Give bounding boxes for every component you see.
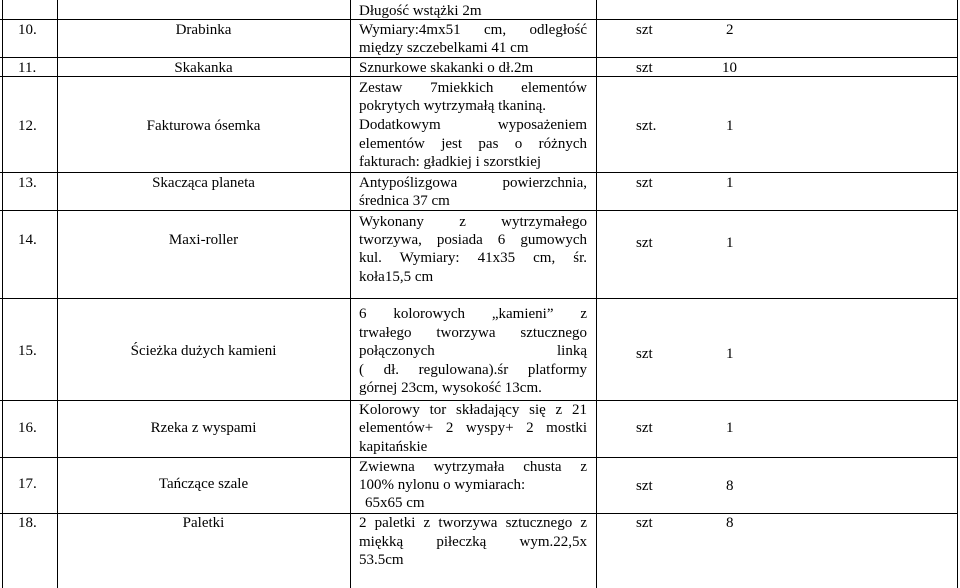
item-quantity: 1 xyxy=(726,346,734,362)
item-quantity: 1 xyxy=(726,420,734,436)
item-quantity: 8 xyxy=(726,478,734,494)
item-unit: szt. xyxy=(636,118,657,134)
item-description-line: pokrytych wytrzymałą tkaniną. xyxy=(359,98,547,114)
item-unit: szt xyxy=(636,515,653,531)
item-description-line: Wykonany z wytrzymałego xyxy=(359,214,587,230)
row-number: 13. xyxy=(18,175,37,191)
item-name: Skakanka xyxy=(174,60,233,76)
item-description-line: Antypoślizgowa powierzchnia, xyxy=(359,175,587,191)
item-name: Tańczące szale xyxy=(158,476,249,492)
item-description-line: elementów+ 2 wyspy+ 2 mostki xyxy=(359,420,587,436)
item-description-line: fakturach: gładkiej i szorstkiej xyxy=(359,154,542,170)
item-unit: szt xyxy=(636,22,653,38)
row-divider xyxy=(0,172,958,173)
item-unit: szt xyxy=(636,60,653,76)
item-quantity: 1 xyxy=(726,118,734,134)
continued-description: Długość wstążki 2m xyxy=(359,3,482,19)
item-description-line: kul. Wymiary: 41x35 cm, śr. xyxy=(359,250,587,266)
row-number: 17. xyxy=(18,476,37,492)
item-name: Maxi-roller xyxy=(168,232,239,248)
item-description-line: 65x65 cm xyxy=(365,495,425,511)
item-description-line: górnej 23cm, wysokość 13cm. xyxy=(359,380,542,396)
item-description-line: 2 paletki z tworzywa sztucznego z xyxy=(359,515,587,531)
row-number: 14. xyxy=(18,232,37,248)
item-description-line: koła15,5 cm xyxy=(359,269,434,285)
item-quantity: 1 xyxy=(726,175,734,191)
table-border-col3 xyxy=(596,0,597,588)
row-divider xyxy=(0,210,958,211)
item-description-line: Wymiary:4mx51 cm, odległość xyxy=(359,22,587,38)
item-quantity: 1 xyxy=(726,235,734,251)
item-unit: szt xyxy=(636,478,653,494)
row-number: 18. xyxy=(18,515,37,531)
table-border-col2 xyxy=(350,0,351,588)
item-description-line: tworzywa, posiada 6 gumowych xyxy=(359,232,587,248)
item-description-line: średnica 37 cm xyxy=(359,193,450,209)
item-description-line: ( dł. regulowana).śr platformy xyxy=(359,362,587,378)
row-number: 16. xyxy=(18,420,37,436)
item-name: Fakturowa ósemka xyxy=(146,118,261,134)
row-number: 12. xyxy=(18,118,37,134)
item-description-line: miękką piłeczką wym.22,5x xyxy=(359,534,587,550)
item-description-line: 53.5cm xyxy=(359,552,404,568)
item-description-line: 100% nylonu o wymiarach: xyxy=(359,477,526,493)
item-description-line: elementów jest pas o różnych xyxy=(359,136,587,152)
item-description-line: trwałego tworzywa sztucznego xyxy=(359,325,587,341)
table-border-right xyxy=(957,0,958,588)
item-description-line: Sznurkowe skakanki o dł.2m xyxy=(359,60,534,76)
table-border-col1 xyxy=(57,0,58,588)
item-quantity: 8 xyxy=(726,515,734,531)
item-description-line: Zwiewna wytrzymała chusta z xyxy=(359,459,587,475)
item-description-line: między szczebelkami 41 cm xyxy=(359,40,529,56)
item-name: Paletki xyxy=(182,515,225,531)
item-description-line: połączonych linką xyxy=(359,343,587,359)
item-description-line: Kolorowy tor składający się z 21 xyxy=(359,402,587,418)
item-unit: szt xyxy=(636,420,653,436)
item-quantity: 10 xyxy=(722,60,737,76)
item-description-line: Zestaw 7miekkich elementów xyxy=(359,80,587,96)
item-unit: szt xyxy=(636,175,653,191)
row-number: 10. xyxy=(18,22,37,38)
item-name: Skacząca planeta xyxy=(152,175,255,191)
item-unit: szt xyxy=(636,235,653,251)
item-description-line: 6 kolorowych „kamieni” z xyxy=(359,306,587,322)
item-name: Drabinka xyxy=(175,22,232,38)
item-description-line: Dodatkowym wyposażeniem xyxy=(359,117,587,133)
row-number: 11. xyxy=(18,60,37,76)
table-border-left xyxy=(2,0,3,588)
item-description-line: kapitańskie xyxy=(359,439,428,455)
item-name: Rzeka z wyspami xyxy=(150,420,257,436)
row-divider xyxy=(0,298,958,299)
item-quantity: 2 xyxy=(726,22,734,38)
row-number: 15. xyxy=(18,343,37,359)
item-name: Ścieżka dużych kamieni xyxy=(130,343,277,359)
item-unit: szt xyxy=(636,346,653,362)
row-divider xyxy=(0,57,958,58)
